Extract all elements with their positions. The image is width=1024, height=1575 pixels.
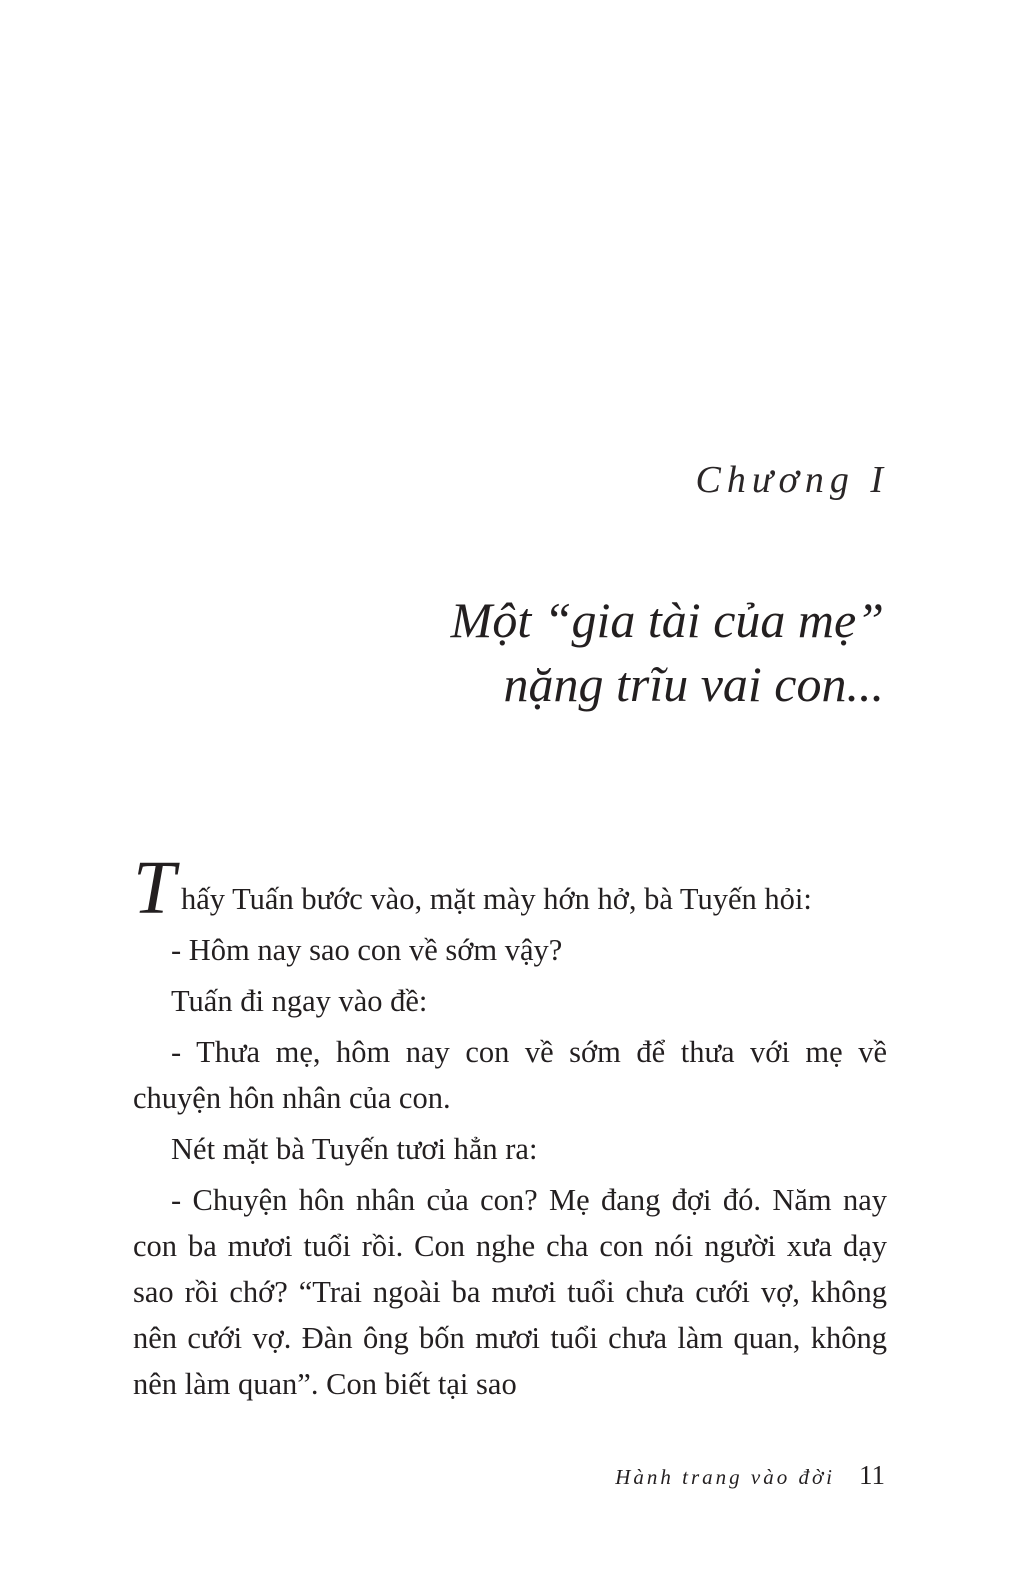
paragraph-4: - Thưa mẹ, hôm nay con về sớm để thưa với mẹ về chuyện hôn nhân của con. xyxy=(133,1035,887,1115)
paragraph-3: Tuấn đi ngay vào đề: xyxy=(171,984,428,1018)
page-number: 11 xyxy=(859,1460,885,1490)
paragraph-1 xyxy=(133,846,887,930)
paragraph-6: - Chuyện hôn nhân của con? Mẹ đang đợi đó. Năm nay con ba mươi tuổi rồi. Con nghe cha con nói người xưa dạy sao rồi chớ? “Trai ngoài ba mươi tuổi chưa cưới vợ, không nên cưới vợ. Đàn ông bốn mươi tuổi chưa làm quan, không nên làm quan”. Con biết tại sao xyxy=(133,1183,887,1401)
body-text xyxy=(133,846,887,1412)
paragraph-1-text: hấy Tuấn bước vào, mặt mày hớn hở, bà Tuyến hỏi: xyxy=(181,882,812,916)
paragraph-5: Nét mặt bà Tuyến tươi hẳn ra: xyxy=(171,1132,538,1166)
chapter-title-line-1: Một “gia tài của mẹ” xyxy=(450,592,884,648)
chapter-label: Chương I xyxy=(695,459,889,501)
drop-cap: T xyxy=(133,846,176,930)
chapter-title xyxy=(284,588,884,716)
chapter-title-line-2: nặng trĩu vai con... xyxy=(503,656,884,712)
page-footer xyxy=(615,1460,885,1491)
paragraph-2: - Hôm nay sao con về sớm vậy? xyxy=(171,933,563,967)
running-title: Hành trang vào đời xyxy=(615,1465,835,1489)
